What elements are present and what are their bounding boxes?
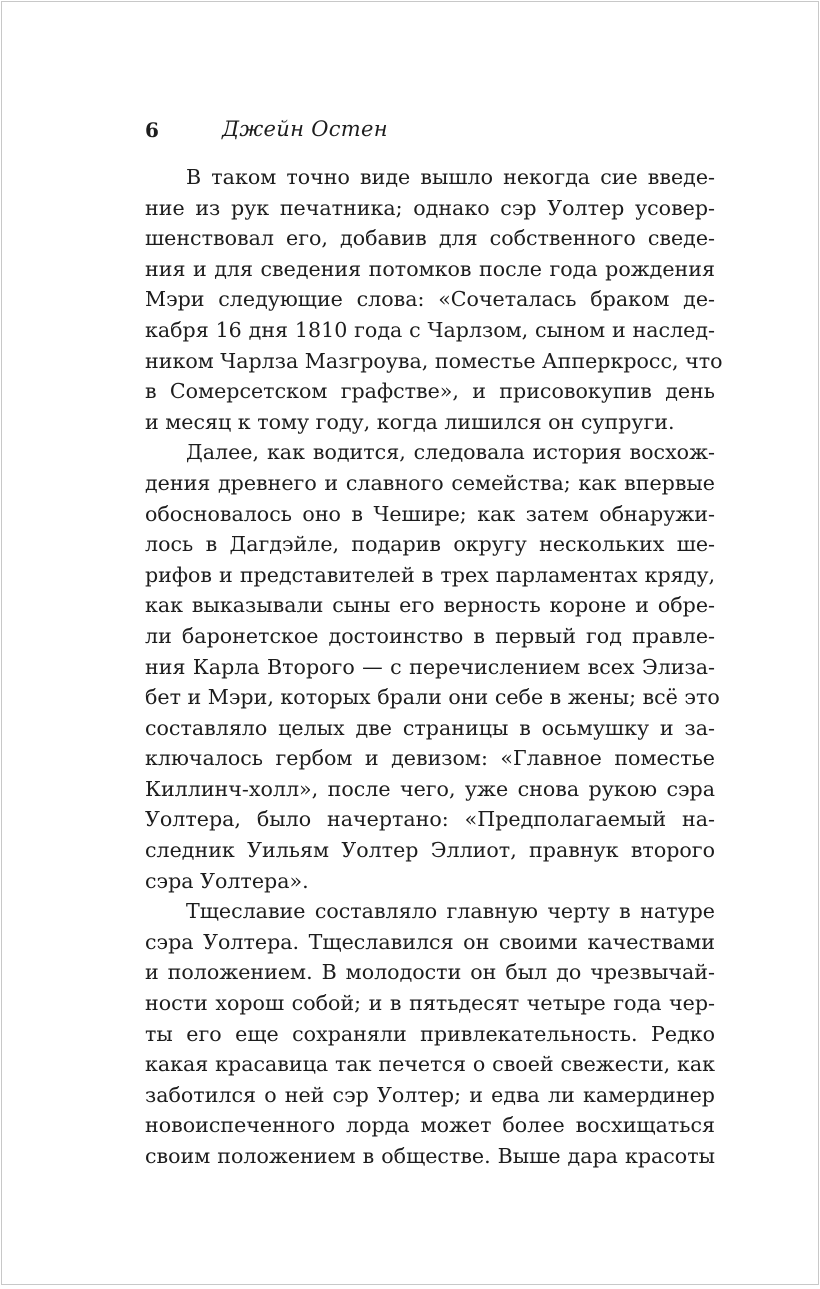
text-line: как выказывали сыны его верность короне и обре- xyxy=(145,593,715,618)
text-line: бет и Мэри, которых брали они себе в жены; всё это xyxy=(145,685,720,710)
text-line: ния Карла Второго — с перечислением всех Элиза- xyxy=(145,654,715,679)
text-line: Уолтера, было начертано: «Предполагаемый на- xyxy=(145,807,715,832)
text-line: ния и для сведения потомков после года рождения xyxy=(145,256,715,281)
text-line: новоиспеченного лорда может более восхищаться xyxy=(145,1113,715,1138)
text-line: своим положением в обществе. Выше дара красоты xyxy=(145,1144,715,1168)
text-line: составляло целых две страницы в осьмушку и за- xyxy=(145,715,715,740)
text-line: лось в Дагдэйле, подарив округу нескольких ше- xyxy=(145,532,715,557)
text-line: ключалось гербом и девизом: «Главное поместье xyxy=(145,746,715,771)
text-line: заботился о ней сэр Уолтер; и едва ли камердинер xyxy=(145,1082,715,1107)
paragraph xyxy=(145,437,720,896)
text-line: Тщеславие составляло главную черту в натуре xyxy=(186,899,715,924)
text-line: рифов и представителей в трех парламентах кряду, xyxy=(145,562,715,587)
paragraph xyxy=(145,896,715,1171)
text-line: ли баронетское достоинство в первый год правле- xyxy=(145,623,715,648)
text-line: ние из рук печатника; однако сэр Уолтер усовер- xyxy=(145,195,715,220)
text-line: в Сомерсетском графстве», и присовокупив день xyxy=(145,379,715,404)
text-line: кабря 16 дня 1810 года с Чарлзом, сыном и наслед- xyxy=(145,317,715,342)
text-line: В таком точно виде вышло некогда сие введе- xyxy=(186,165,715,189)
page-header xyxy=(145,118,715,148)
text-line: и месяц к тому году, когда лишился он супруги. xyxy=(145,409,675,434)
text-line: дения древнего и славного семейства; как впервые xyxy=(145,470,715,495)
text-line: ником Чарлза Мазгроува, поместье Апперкросс, что xyxy=(145,348,723,373)
book-page xyxy=(1,1,819,1285)
text-line: сэра Уолтера. Тщеславился он своими качествами xyxy=(145,929,715,954)
running-head-author: Джейн Остен xyxy=(222,117,388,141)
text-line: Киллинч-холл», после чего, уже снова рукою сэра xyxy=(145,776,715,801)
text-line: Далее, как водится, следовала история восхож- xyxy=(186,440,715,465)
body-text xyxy=(145,162,723,1172)
text-line: какая красавица так печется о своей свежести, как xyxy=(145,1052,715,1077)
text-line: шенствовал его, добавив для собственного сведе- xyxy=(145,226,715,251)
text-line: ности хорош собой; и в пятьдесят четыре года чер- xyxy=(145,991,715,1016)
text-line: обосновалось оно в Чешире; как затем обнаружи- xyxy=(145,501,715,526)
text-line: Мэри следующие слова: «Сочеталась браком де- xyxy=(145,287,715,312)
text-line: и положением. В молодости он был до чрезвычай- xyxy=(145,960,715,985)
text-line: сэра Уолтера». xyxy=(145,868,309,893)
page-number: 6 xyxy=(145,118,160,142)
paragraph xyxy=(145,162,723,437)
text-line: ты его еще сохраняли привлекательность. Редко xyxy=(145,1021,715,1046)
text-line: следник Уильям Уолтер Эллиот, правнук второго xyxy=(145,838,715,863)
